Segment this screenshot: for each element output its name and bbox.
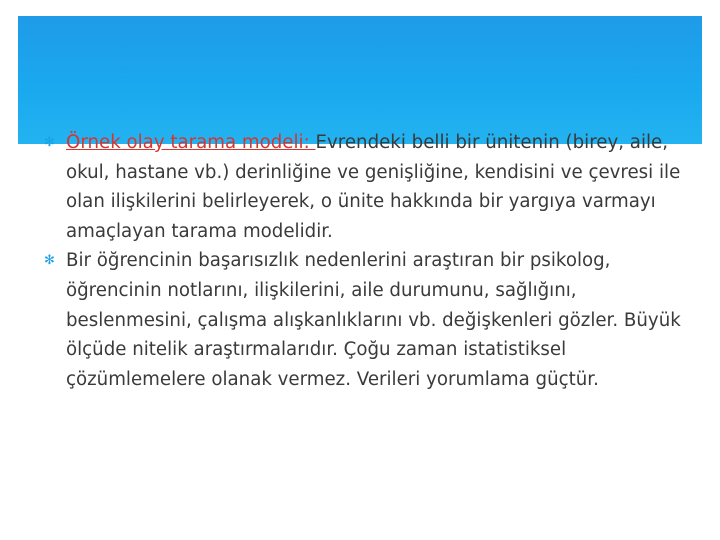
bullet-term: Örnek olay tarama modeli:: [66, 132, 316, 153]
asterisk-icon: ✻: [44, 253, 55, 269]
bullet-item-1: [44, 128, 692, 246]
header-band: [18, 16, 702, 144]
asterisk-icon: ✻: [44, 135, 55, 150]
bullet-item-2: [44, 246, 692, 394]
bullet-text: Evrendeki belli bir ünitenin (birey, aile, okul, hastane vb.) derinliğine ve genişliğine, kendisini ve çevresi ile olan ilişkilerini belirleyerek, o ünite hakkında bir yargıya varmayı amaçlayan tarama modelidir.: [66, 132, 681, 242]
bullet-text: Bir öğrencinin başarısızlık nedenlerini araştıran bir psikolog, öğrencinin notlarını, ilişkilerini, aile durumunu, sağlığını, beslenmesini, çalışma alışkanlıklarını vb. değişkenleri gözler. Büyük ölçüde nitelik araştırmalarıdır. Çoğu zaman istatistiksel çözümlemelere olanak vermez. Verileri yorumlama güçtür.: [66, 250, 681, 390]
bullet-list: [44, 128, 692, 394]
